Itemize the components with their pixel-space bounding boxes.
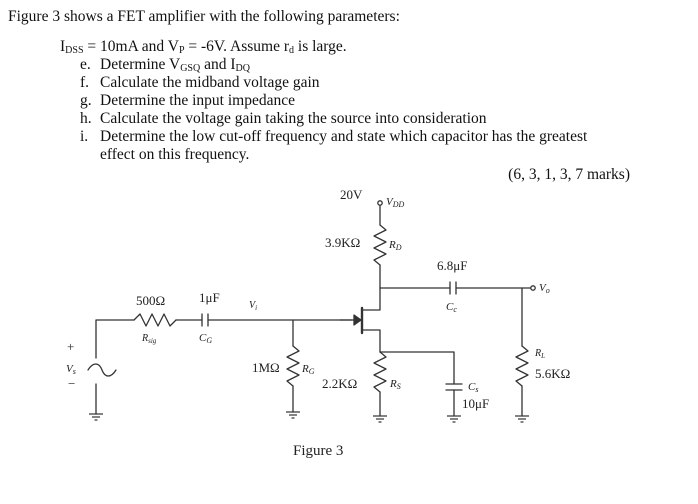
ground-icon <box>447 416 461 422</box>
question-e: e. Determine $V_{GSQ}$ and $I_{DQ}$ <box>80 56 250 74</box>
rs-value: 2.2KΩ <box>322 376 358 391</box>
ground-icon <box>515 416 529 422</box>
cc-capacitor-icon <box>450 282 456 294</box>
cs-label: Cs <box>468 381 479 394</box>
rd-label: RD <box>389 239 402 252</box>
cc-value: 6.8μF <box>437 258 468 273</box>
figure-caption: Figure 3 <box>293 443 344 459</box>
vs-label: Vs <box>66 363 76 376</box>
question-h: h. Calculate the voltage gain taking the source into consideration <box>80 110 487 127</box>
source-wire <box>96 320 134 358</box>
rd-resistor-icon <box>374 225 386 265</box>
problem-intro: Figure 3 shows a FET amplifier with the following parameters: <box>8 8 400 25</box>
ground-icon <box>373 416 387 422</box>
cg-label: CG <box>199 332 213 345</box>
jfet-gate-arrowhead <box>354 315 361 325</box>
vs-plus: + <box>67 339 75 354</box>
question-f: f. Calculate the midband voltage gain <box>80 74 320 91</box>
marks-allocation: (6, 3, 1, 3, 7 marks) <box>508 166 630 183</box>
rd-value: 3.9KΩ <box>325 235 361 250</box>
rsig-value: 500Ω <box>136 293 166 308</box>
vs-ac-source-icon <box>88 364 116 376</box>
rg-label: RG <box>302 363 315 376</box>
cg-value: 1μF <box>199 290 220 305</box>
vdd-value: 20V <box>340 187 363 202</box>
rsig-resistor-icon <box>134 314 176 326</box>
vi-label: $V_i$ <box>249 300 258 312</box>
ground-icon <box>89 414 103 420</box>
question-g: g. Determine the input impedance <box>80 92 295 109</box>
rs-resistor-icon <box>374 352 386 392</box>
jfet-source-lead <box>362 330 380 352</box>
ground-icon <box>286 412 300 418</box>
rl-resistor-icon <box>516 346 528 386</box>
vo-label: Vo <box>539 282 550 295</box>
vdd-terminal-icon <box>378 201 382 205</box>
cs-capacitor-icon <box>446 384 462 390</box>
jfet-drain-lead <box>362 288 380 310</box>
rg-value: 1MΩ <box>252 360 280 375</box>
vo-terminal-icon <box>531 286 535 290</box>
question-i-continued: effect on this frequency. <box>100 146 250 163</box>
rl-label: $R_L$ <box>535 348 546 360</box>
rs-label: RS <box>390 378 401 391</box>
given-parameters: $I_{DSS} = 10mA$ and $V_P = -6V$. Assume $r_d$ is large. <box>60 38 347 56</box>
rsig-label: $R_{sig}$ <box>142 333 157 345</box>
rl-value: 5.6KΩ <box>535 366 571 381</box>
cg-capacitor-icon <box>202 314 208 326</box>
question-i: i. Determine the low cut-off frequency and state which capacitor has the greatest <box>80 128 588 145</box>
vdd-label: VDD <box>386 196 405 209</box>
cc-label: Cc <box>446 301 457 314</box>
vs-minus: − <box>68 376 76 391</box>
rg-resistor-icon <box>287 346 299 386</box>
cs-value: 10μF <box>462 396 490 411</box>
